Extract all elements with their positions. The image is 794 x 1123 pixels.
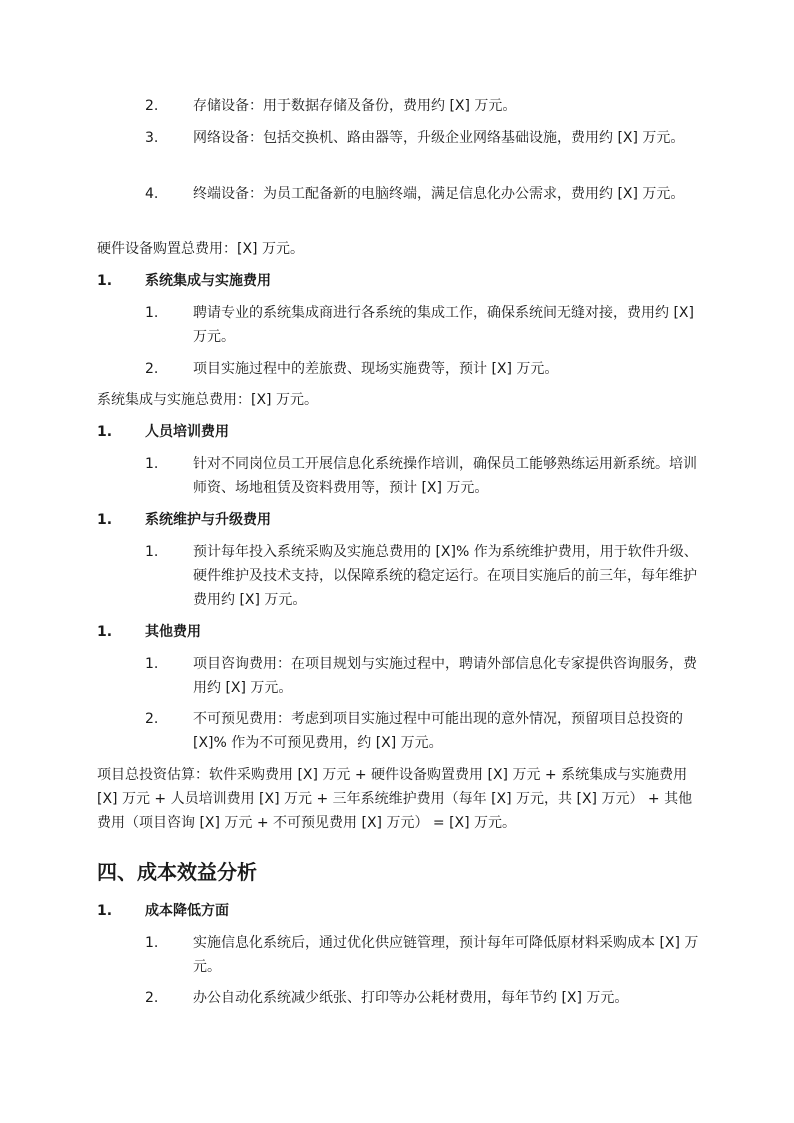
list-item-text: 针对不同岗位员工开展信息化系统操作培训，确保员工能够熟练运用新系统。培训师资、场地租赁及资料费用等，预计 [X] 万元。 xyxy=(193,456,697,496)
list-item-number: 2. xyxy=(145,98,159,114)
list-item-number: 1. xyxy=(145,656,159,672)
hardware-total: 硬件设备购置总费用：[X] 万元。 xyxy=(97,241,304,257)
subsection-number: 1. xyxy=(97,903,113,919)
subsection-number: 1. xyxy=(97,624,113,640)
list-item-number: 1. xyxy=(145,935,159,951)
list-item-text: 存储设备：用于数据存储及备份，费用约 [X] 万元。 xyxy=(193,98,517,114)
list-item-text: 聘请专业的系统集成商进行各系统的集成工作，确保系统间无缝对接，费用约 [X] 万元。 xyxy=(193,305,694,345)
subsection-title-other: 其他费用 xyxy=(145,624,201,640)
list-item-text: 项目实施过程中的差旅费、现场实施费等，预计 [X] 万元。 xyxy=(193,361,559,377)
subsection-number: 1. xyxy=(97,424,113,440)
list-item-number: 2. xyxy=(145,361,159,377)
section-heading: 四、成本效益分析 xyxy=(97,860,257,884)
subsection-title-training: 人员培训费用 xyxy=(145,424,229,440)
list-item-number: 2. xyxy=(145,990,159,1006)
list-item-number: 3. xyxy=(145,130,159,146)
list-item-number: 1. xyxy=(145,305,159,321)
list-item-text: 终端设备：为员工配备新的电脑终端，满足信息化办公需求，费用约 [X] 万元。 xyxy=(193,186,685,202)
list-item-number: 4. xyxy=(145,186,159,202)
list-item-text: 办公自动化系统减少纸张、打印等办公耗材费用，每年节约 [X] 万元。 xyxy=(193,990,629,1006)
subsection-number: 1. xyxy=(97,273,113,289)
subsection-number: 1. xyxy=(97,512,113,528)
subsection-title-cost-reduction: 成本降低方面 xyxy=(145,903,229,919)
list-item-number: 1. xyxy=(145,456,159,472)
list-item-text: 项目咨询费用：在项目规划与实施过程中，聘请外部信息化专家提供咨询服务，费用约 [X] 万元。 xyxy=(193,656,697,696)
subsection-title-integration: 系统集成与实施费用 xyxy=(145,273,271,289)
integration-total: 系统集成与实施总费用：[X] 万元。 xyxy=(97,392,318,408)
list-item-number: 2. xyxy=(145,711,159,727)
list-item-text: 预计每年投入系统采购及实施总费用的 [X]% 作为系统维护费用，用于软件升级、硬件维护及技术支持，以保障系统的稳定运行。在项目实施后的前三年，每年维护费用约 [X] 万元。 xyxy=(193,544,698,608)
list-item-text: 不可预见费用：考虑到项目实施过程中可能出现的意外情况，预留项目总投资的 [X]% 作为不可预见费用，约 [X] 万元。 xyxy=(193,711,683,751)
subsection-title-maintenance: 系统维护与升级费用 xyxy=(145,512,271,528)
list-item-text: 实施信息化系统后，通过优化供应链管理，预计每年可降低原材料采购成本 [X] 万元。 xyxy=(193,935,699,975)
total-estimate-paragraph: 项目总投资估算：软件采购费用 [X] 万元 + 硬件设备购置费用 [X] 万元 + 系统集成与实施费用 [X] 万元 + 人员培训费用 [X] 万元 + 三年系统维护费用（每年 [X] 万元，共 [X] 万元） + 其他费用（项目咨询 [X] 万元 + 不可预见费用 [X] 万元） = [X] 万元。 xyxy=(97,767,693,831)
list-item-text: 网络设备：包括交换机、路由器等，升级企业网络基础设施，费用约 [X] 万元。 xyxy=(193,130,685,146)
list-item-number: 1. xyxy=(145,544,159,560)
